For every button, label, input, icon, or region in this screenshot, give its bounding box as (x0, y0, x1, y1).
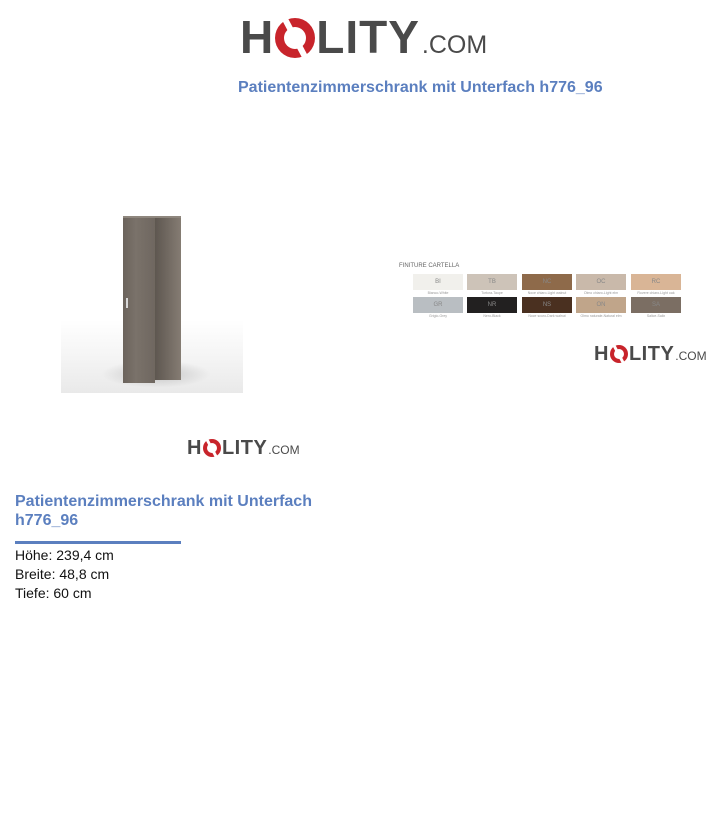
swatch-code: NR (487, 302, 497, 308)
swatch-oc[interactable] (576, 274, 626, 290)
swatch-caption: Salice-Salix (646, 314, 666, 318)
spec-depth: Tiefe: 60 cm (15, 585, 92, 601)
swatch-code: GR (433, 302, 443, 308)
cabinet-handle (126, 298, 128, 308)
swatch-caption: Bianco-White (427, 291, 449, 295)
cabinet-illustration (123, 218, 181, 383)
swatch-ns[interactable] (522, 297, 572, 313)
swatch-nc[interactable] (522, 274, 572, 290)
swatch-image-watermark-logo: H LITY .COM (594, 343, 707, 365)
swatch-caption: Tortora-Taupe (481, 291, 503, 295)
swatch-code: SA (651, 302, 660, 308)
swatch-caption: Olmo naturale-Natural elm (580, 314, 622, 318)
swatch-code: ON (596, 302, 606, 308)
swatch-bi[interactable] (413, 274, 463, 290)
heading-divider (15, 541, 181, 544)
finish-swatch-panel[interactable] (399, 263, 689, 325)
swatch-code: NS (542, 302, 552, 308)
swatch-caption: Olmo chiaro-Light elm (583, 291, 619, 295)
spec-width: Breite: 48,8 cm (15, 566, 110, 582)
swatch-caption: Noce chiaro-Light walnut (527, 291, 567, 295)
product-specs (15, 546, 114, 603)
logo-o-mark-icon (610, 345, 628, 363)
logo-suffix: .COM (421, 31, 488, 59)
swatch-code: BI (435, 279, 441, 285)
product-image[interactable] (61, 210, 243, 393)
page-title: Patientenzimmerschrank mit Unterfach h776_96 (238, 79, 603, 96)
swatch-code: RC (651, 279, 661, 285)
swatch-nr[interactable] (467, 297, 517, 313)
swatch-caption: Rovere chiaro-Light oak (637, 291, 675, 295)
logo-wordmark: H LITY (240, 11, 420, 63)
swatch-gr[interactable] (413, 297, 463, 313)
product-image-watermark-logo: H LITY .COM (187, 437, 300, 459)
swatch-rc[interactable] (631, 274, 681, 290)
swatch-caption: Grigio-Grey (428, 314, 448, 318)
swatch-panel-title: FINITURE CARTELLA (399, 263, 460, 269)
swatch-caption: Nero-Black (483, 314, 501, 318)
swatch-tb[interactable] (467, 274, 517, 290)
swatch-code: OC (596, 279, 606, 285)
swatch-code: TB (488, 279, 496, 285)
logo-o-mark-icon (275, 18, 315, 58)
holity-logo[interactable] (240, 10, 487, 64)
swatch-code: NC (542, 279, 552, 285)
swatch-caption: Noce scuro-Dark walnut (528, 314, 566, 318)
spec-height: Höhe: 239,4 cm (15, 547, 114, 563)
swatch-on[interactable] (576, 297, 626, 313)
swatch-sa[interactable] (631, 297, 681, 313)
product-heading: Patientenzimmerschrank mit Unterfach h776_96 (15, 493, 312, 529)
logo-o-mark-icon (203, 439, 221, 457)
